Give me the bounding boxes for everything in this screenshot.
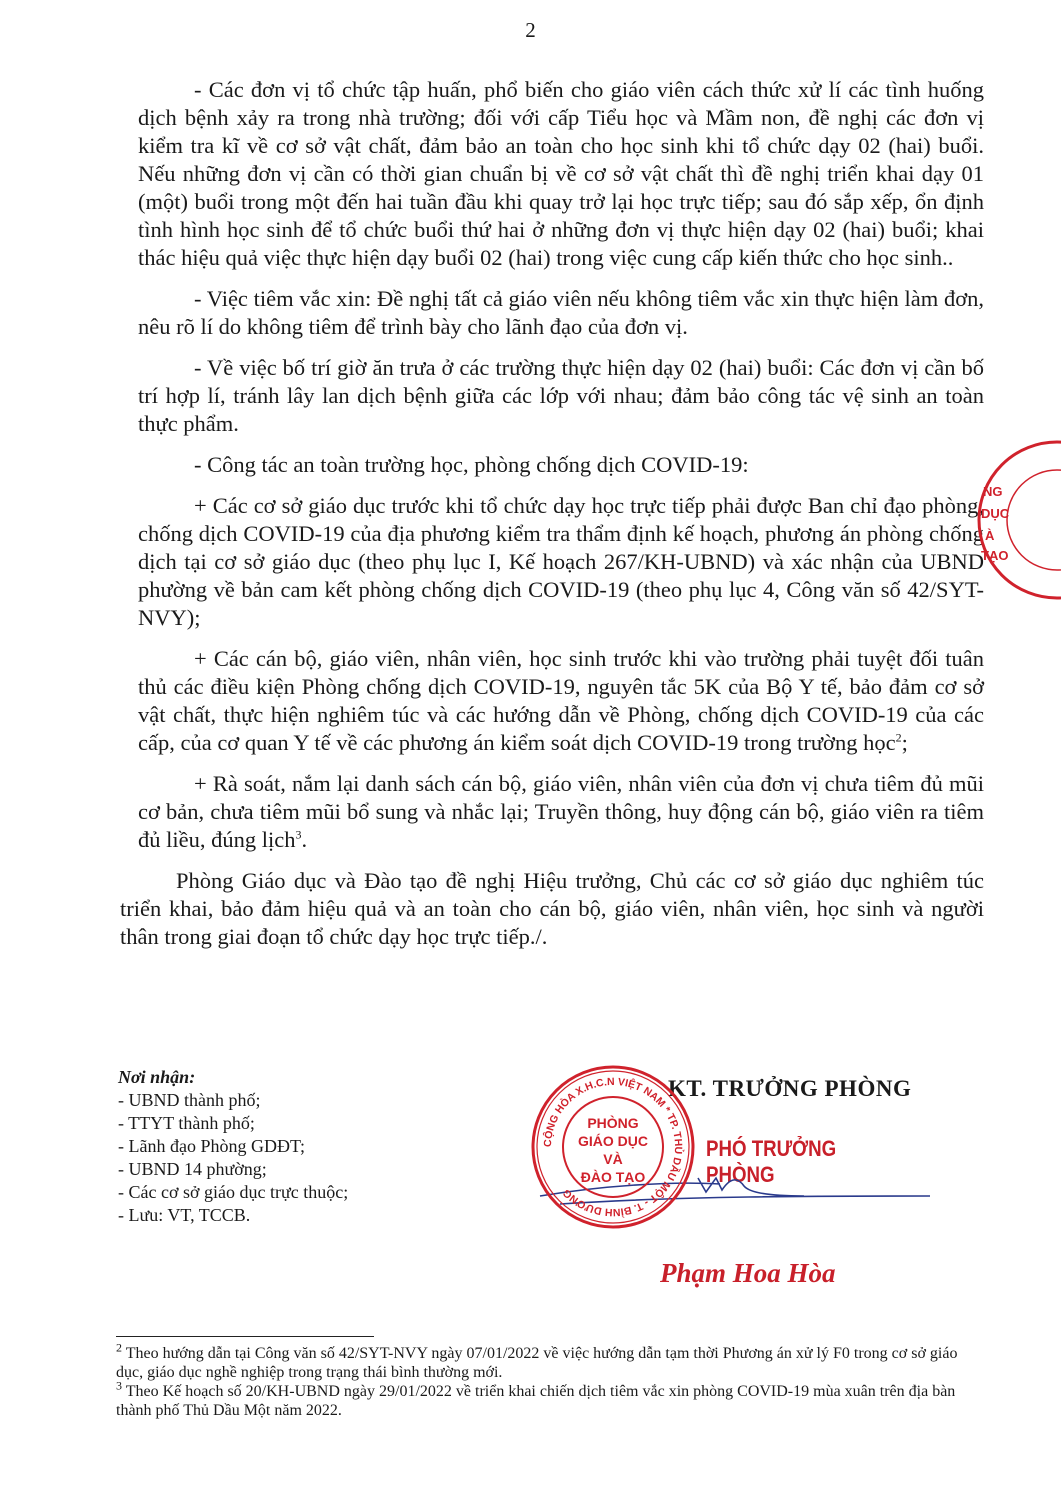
paragraph-text: + Các cơ sở giáo dục trước khi tổ chức dạy học trực tiếp phải được Ban chỉ đạo phòng, chống dịch COVID-19 của địa phương kiểm tra thẩm định kế hoạch, phương án phòng chống dịch tại cơ sở giáo dục (theo phụ lục I, Kế hoạch 267/KH-UBND) và xác nhận của UBND phường về bản cam kết phòng chống dịch COVID-19 (theo phụ lục 4, Công văn số 42/SYT-NVY); xyxy=(138,493,984,630)
footnote-ref: 3 xyxy=(295,827,302,842)
recipient: - Lãnh đạo Phòng GDĐT; xyxy=(118,1136,305,1156)
svg-text:GIÁO DỤC: GIÁO DỤC xyxy=(578,1133,648,1149)
footnotes xyxy=(116,1340,966,1420)
svg-text:PHÒNG: PHÒNG xyxy=(587,1115,639,1131)
footnote-divider xyxy=(116,1336,374,1337)
footnote-text: Theo Kế hoạch số 20/KH-UBND ngày 29/01/2022 về triển khai chiến dịch tiêm vắc xin phòng COVID-19 mùa xuân trên địa bàn thành phố Thủ Dầu Một năm 2022. xyxy=(116,1383,956,1419)
footnote xyxy=(116,1378,966,1420)
paragraph-text: - Các đơn vị tổ chức tập huấn, phổ biến cho giáo viên cách thức xử lí các tình huống dịch bệnh xảy ra trong nhà trường; đối với cấp Tiểu học và Mầm non, đề nghị các đơn vị kiểm tra kĩ về cơ sở vật chất, đảm bảo an toàn cho học sinh khi tổ chức dạy 02 (hai) buổi. Nếu những đơn vị cần có thời gian chuẩn bị về cơ sở vật chất thì đề nghị triển khai dạy 01 (một) buổi trong một đến hai tuần đầu khi quay trở lại học trực tiếp; sau đó sắp xếp, ổn định tình hình học sinh để tổ chức buổi thứ hai ở những đơn vị thực hiện dạy 02 (hai) buổi; khai thác hiệu quả việc thực hiện dạy buổi 02 (hai) trong việc cung cấp kiến thức cho học sinh.. xyxy=(138,77,984,270)
paragraph xyxy=(138,285,984,341)
recipients xyxy=(118,1066,348,1227)
svg-text:TẠO: TẠO xyxy=(981,548,1009,563)
paragraph-text: + Các cán bộ, giáo viên, nhân viên, học sinh trước khi vào trường phải tuyệt đối tuân thủ các điều kiện Phòng chống dịch COVID-19, nguyên tắc 5K của Bộ Y tế, bảo đảm cơ sở vật chất, thực hiện nghiêm túc và các hướng dẫn về Phòng, chống dịch COVID-19 của các cấp, của cơ quan Y tế về các phương án kiểm soát dịch COVID-19 trong trường học xyxy=(138,646,984,755)
svg-text:À: À xyxy=(985,528,995,543)
signature-subtitle: PHÓ TRƯỞNG PHÒNG xyxy=(706,1136,837,1187)
signature-block xyxy=(520,1076,940,1306)
document-body xyxy=(120,76,984,964)
signature-title: KT. TRƯỞNG PHÒNG xyxy=(668,1076,912,1101)
paragraph xyxy=(138,354,984,438)
paragraph xyxy=(138,451,984,479)
paragraph-text: - Về việc bố trí giờ ăn trưa ở các trường thực hiện dạy 02 (hai) buổi: Các đơn vị cần bố trí hợp lí, tránh lây lan dịch bệnh giữa các lớp với nhau; đảm bảo công tác vệ sinh an toàn thực phẩm. xyxy=(138,355,984,436)
recipient: - UBND 14 phường; xyxy=(118,1159,267,1179)
official-stamp xyxy=(528,1062,698,1232)
paragraph-text: - Việc tiêm vắc xin: Đề nghị tất cả giáo viên nếu không tiêm vắc xin thực hiện làm đơn, nêu rõ lí do không tiêm để trình bày cho lãnh đạo của đơn vị. xyxy=(138,286,984,339)
paragraph-text: - Công tác an toàn trường học, phòng chống dịch COVID-19: xyxy=(194,452,749,477)
paragraph xyxy=(138,76,984,272)
recipient: - Các cơ sở giáo dục trực thuộc; xyxy=(118,1182,349,1202)
page-edge-stamp xyxy=(975,430,1061,610)
punct: ; xyxy=(901,730,908,755)
page-number: 2 xyxy=(525,18,536,42)
footnote-text: Theo hướng dẫn tại Công văn số 42/SYT-NVY ngày 07/01/2022 về việc hướng dẫn tạm thời Phương án xử lý F0 trong cơ sở giáo dục, giáo dục nghề nghiệp trong trạng thái bình thường mới. xyxy=(116,1345,958,1381)
paragraph-text: + Rà soát, nắm lại danh sách cán bộ, giáo viên, nhân viên của đơn vị chưa tiêm đủ mũi cơ bản, chưa tiêm mũi bổ sung và nhắc lại; Truyền thông, huy động cán bộ, giáo viên ra tiêm đủ liều, đúng lịch xyxy=(138,771,984,852)
paragraph xyxy=(138,645,984,757)
paragraph xyxy=(120,867,984,951)
signer-name: Phạm Hoa Hòa xyxy=(660,1258,836,1288)
paragraph xyxy=(138,770,984,854)
footnote-ref: 2 xyxy=(895,730,902,745)
footnote xyxy=(116,1340,966,1382)
footnote-mark: 2 xyxy=(116,1340,122,1355)
svg-text:ĐÀO TẠO: ĐÀO TẠO xyxy=(580,1169,646,1185)
footnote-mark: 3 xyxy=(116,1378,122,1393)
svg-text:NG: NG xyxy=(983,484,1003,499)
punct: . xyxy=(301,827,308,852)
paragraph xyxy=(138,492,984,632)
svg-text:VÀ: VÀ xyxy=(603,1151,623,1167)
paragraph-text: Phòng Giáo dục và Đào tạo đề nghị Hiệu trưởng, Chủ các cơ sở giáo dục nghiêm túc triển khai, bảo đảm hiệu quả và an toàn cho cán bộ, giáo viên, nhân viên, học sinh và người thân trong giai đoạn tổ chức dạy học trực tiếp./. xyxy=(120,868,984,949)
svg-text:DỤC: DỤC xyxy=(981,506,1010,521)
recipient: - TTYT thành phố; xyxy=(118,1113,255,1133)
svg-text:CỘNG HÒA X.H.C.N VIỆT NAM * TP: CỘNG HÒA X.H.C.N VIỆT NAM * TP. THỦ DẦU MỘT - T. BÌNH DƯƠNG xyxy=(541,1075,685,1219)
recipient: - UBND thành phố; xyxy=(118,1090,261,1110)
recipient: - Lưu: VT, TCCB. xyxy=(118,1205,251,1225)
recipients-title: Nơi nhận: xyxy=(118,1067,196,1087)
